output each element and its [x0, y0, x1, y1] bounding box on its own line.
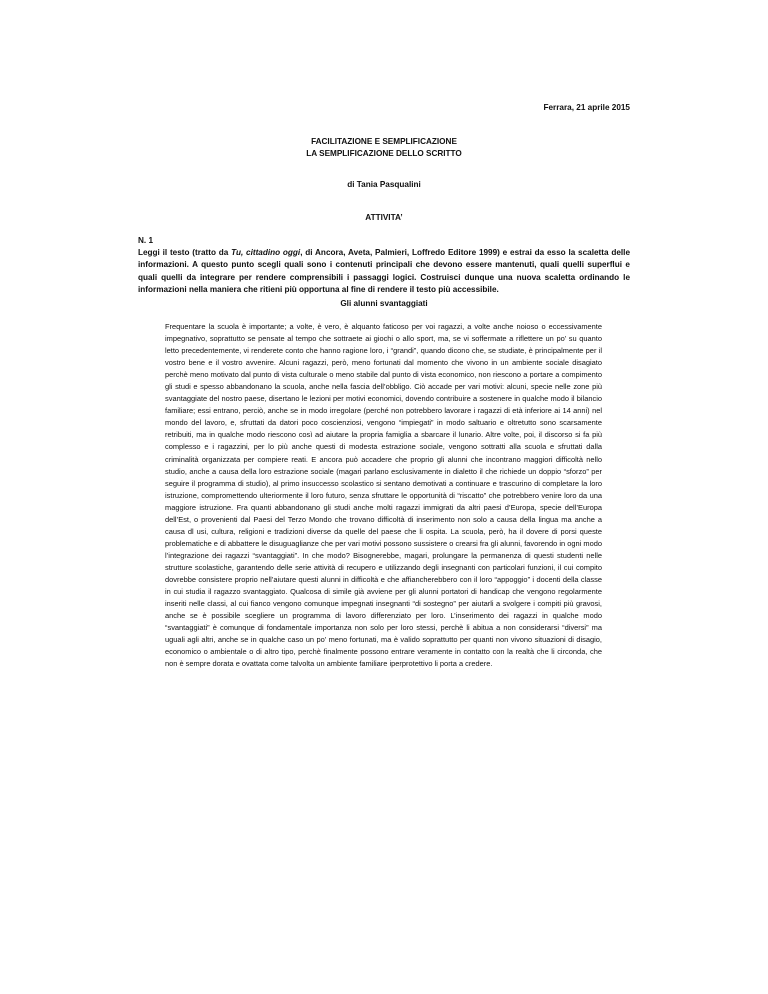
exercise-number: N. 1 — [138, 236, 154, 245]
document-date: Ferrara, 21 aprile 2015 — [543, 103, 630, 112]
activity-heading: ATTIVITA’ — [365, 213, 403, 222]
title-line-2: LA SEMPLIFICAZIONE DELLO SCRITTO — [306, 149, 462, 158]
title-line-1: FACILITAZIONE E SEMPLIFICAZIONE — [311, 137, 457, 146]
author-line: di Tania Pasqualini — [347, 180, 421, 189]
body-paragraph: Frequentare la scuola è importante; a volte, è vero, è alquanto faticoso per voi ragazzi, a volte anche noioso o eccessivamente impegnativo, soprattutto se pensate al tempo che sottraete ai giochi o allo sport, ma, se vi soffermate a riflettere un po’ su quanto letto precedentemente, vi renderete conto che hanno ragione loro, i “grandi”, quando dicono che, se studiate, è principalmente per il vostro bene e il vostro avvenire. Alcuni ragazzi, però, meno fortunati dal momento che vivono in un ambiente sociale disagiato perchè meno motivato dal punto di vista culturale o meno stabile dal punto di vista economico, non riescono a portare a compimento gli studi e spesso abbandonano la scuola, anche nella fascia dell’obbligo. Ciò accade per vari motivi: alcuni, specie nelle zone più svantaggiate del nostro paese, disertano le lezioni per motivi economici, dovendo contribuire a sostenere in qualche modo il bilancio familiare; essi entrano, perciò, anche se in modo irregolare (perché non potrebbero lavorare i ragazzi di età inferiore ai 14 anni) nel mondo del lavoro, e, sfruttati da datori poco coscienziosi, vengono “impiegati” in modo saltuario e oltretutto sono scarsamente retribuiti, ma in qualche modo riescono così ad aiutare la propria famiglia a sbarcare il lunario. Altre volte, poi, il discorso si fa più complesso e i ragazzini, per lo più anche questi di modesta estrazione sociale, vengono sottratti alla scuola e sfruttati dalla criminalità organizzata per compiere reati. E ancora può accadere che proprio gli alunni che incontrano maggiori difficoltà nello studio, anche a causa della loro estrazione sociale (magari parlano esclusivamente in dialetto il che richiede un doppio “sforzo” per seguire il programma di studio), al primo insuccesso scolastico si sentano demotivati a continuare e trascurino di completare la loro istruzione, compromettendo ulteriormente il loro futuro, senza sfruttare le opportunità di “riscatto” che potrebbero venire loro da una maggiore istruzione. Fra quanti abbandonano gli studi anche molti ragazzi immigrati da altri paesi d’Europa, specie dell’Europa dell’Est, o provenienti dal Paesi del Terzo Mondo che trovano difficoltà di inserimento non solo a causa della lingua ma anche a causa dl usi, cultura, religioni e tradizioni diverse da quelle del paese che li ospita. La scuola, però, ha il dovere di porsi queste problematiche e di abbattere le disuguaglianze che per vari motivi possono sussistere o crearsi fra gli alunni, favorendo in ogni modo l’integrazione dei ragazzi “svantaggiati”. In che modo? Bisognerebbe, magari, prolungare la permanenza di questi studenti nelle strutture scolastiche, garantendo delle serie attività di recupero e utilizzando degli insegnanti con particolari funzioni, il cui compito dovrebbe consistere proprio nell’aiutare questi alunni in difficoltà e che affiancherebbero con il loro “appoggio” i docenti della classe in cui studia il ragazzo svantaggiato. Qualcosa di simile già avviene per gli alunni portatori di handicap che vengono regolarmente inseriti nelle classi, al cui fianco vengono comunque impegnati insegnanti “di sostegno” per aiutarli a svolgere i compiti più gravosi, anche se è possibile scegliere un programma di lavoro differenziato per loro. L’inserimento dei ragazzi in qualche modo “svantaggiati” è comunque di fondamentale importanza non solo per loro stessi, perchè li abitua a non considerarsi “diversi” ma uguali agli altri, anche se in qualche caso un po’ meno fortunati, ma è valido soprattutto per quanti non vivono situazioni di disagio, economico o ambientale o di altro tipo, perchè finalmente possono entrare veramente in contatto con la realtà che li circonda, che non è sempre dorata e ovattata come talvolta un ambiente familiare iperprotettivo li porta a credere. — [165, 322, 602, 669]
document-title — [0, 136, 768, 160]
exercise-text-end: , di Ancora, Aveta, Palmieri, Loffredo Editore 1999) e estrai da esso la scaletta delle informazioni. A questo punto scegli quali sono i contenuti principali che devono essere mantenuti, quali quelli superflui e quali quelli da integrare per rendere comprensibili i passaggi logici. Costruisci dunque una nuova scaletta ordinando le informazioni nella maniera che ritieni più opportuna al fine di rendere il testo più accessibile. — [138, 248, 630, 294]
book-title: Tu, cittadino oggi — [231, 248, 301, 258]
exercise-instructions — [138, 235, 630, 296]
exercise-text-start: Leggi il testo (tratto da — [138, 248, 232, 258]
section-title: Gli alunni svantaggiati — [340, 299, 428, 308]
